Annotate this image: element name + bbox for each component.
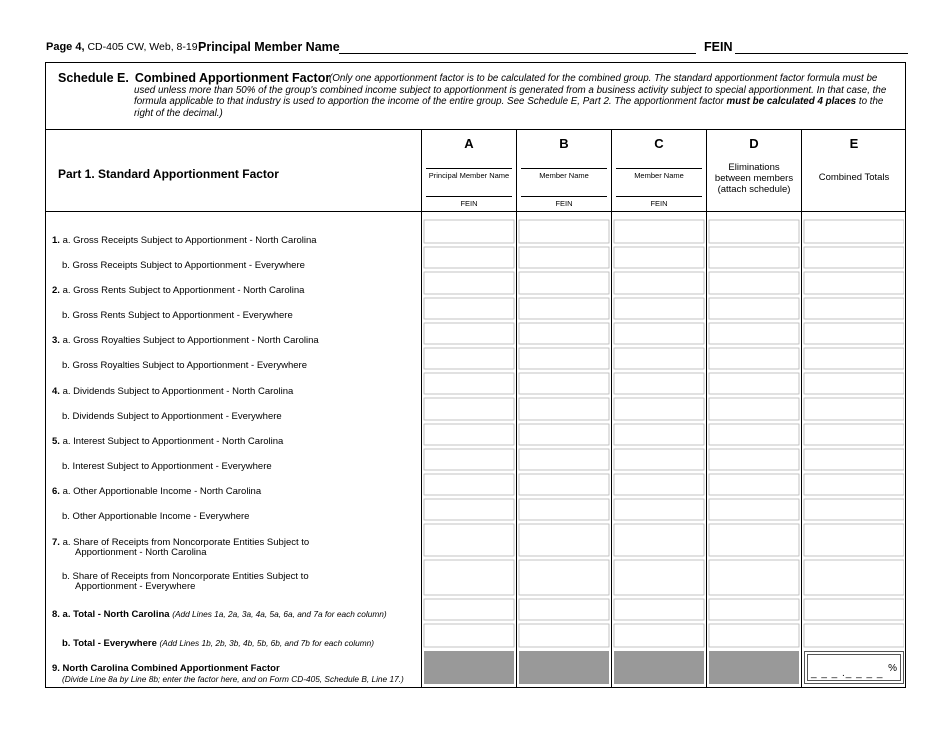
amount-input-cell[interactable]	[614, 560, 704, 595]
amount-input-cell[interactable]	[519, 298, 609, 319]
amount-input-cell[interactable]	[709, 220, 799, 243]
percent-sign: %	[888, 663, 897, 674]
amount-input-cell[interactable]	[424, 247, 514, 268]
amount-input-cell[interactable]	[804, 499, 904, 520]
amount-input-cell[interactable]	[804, 298, 904, 319]
column-a-header: A Principal Member Name FEIN	[422, 130, 516, 211]
amount-input-cell[interactable]	[424, 499, 514, 520]
factor-placeholder: _ _ _ ._ _ _ _	[811, 668, 884, 679]
schedule-e-form: Schedule E. Combined Apportionment Factor (Only one apportionment factor is to be calculated for the combined group. The standard apportionment factor formula must be used unless more than 50% of the group's combined income subject to apportionment is generated from a business activity subject to special apportionment. In that case, the formula applicable to that industry is used to apportion the income of the entire group. See Schedule E, Part 2. The apportionment factor must be calculated 4 places to the right of the decimal.) Part 1. Standard Apportionment Factor A Principal Member Name FEIN B Member Name FEIN C Member Name FEIN D Eliminations between members (attach schedule) E Combined Totals 1. a. Gross Receipts Subject to Apportionment - North Carolina b. Gross Receipts Subject to Apportionment - Everywhere 2. a. Gross Rents Subject to Apportionment - North Carolina b. Gross Rents Subject to Apportionment - Everywhere 3. a. Gross Royalties Subject to Apportionment - North Carolina b. Gross Royalties Subject to Apportionment - Everywhere 4. a. Dividends Subject to Apportionment - North Carolina b. Dividends Subject to Apportionment - Everywhere 5. a. Interest Subject to Apportionment - North Carolina b. Interest Subject to Apportionment - Everywhere 6. a. Other Apportionable Income - North Carolina b. Other Apportionable Income - Everywhere 7. a. Share of Receipts from Noncorporate Entities Subject to Apportionment - North Carolina b. Share of Receipts from Noncorporate Entities Subject to Apportionment - Everywhere 8. a. Total - North Carolina (Add Lines 1a, 2a, 3a, 4a, 5a, 6a, and 7a for each column) b. Total - Everywhere (Add Lines 1b, 2b, 3b, 4b, 5b, 6b, and 7b for each column) 9. North Carolina Combined Apportionment Factor (Divide Line 8a by Line 8b; enter the factor here, and on Form CD-405, Schedule B, Line 17.) _ _ _ ._ _ _ _ %	[45, 62, 906, 688]
amount-input-cell[interactable]	[804, 424, 904, 445]
schedule-intro: (Only one apportionment factor is to be calculated for the combined group. The standard apportionment factor formula must be used unless more than 50% of the group's combined income subject to apportionment is generated from a business activity subject to special apportionment. In that case, the formula applicable to that industry is used to apportion the income of the entire group. See Schedule E, Part 2. The apportionment factor must be calculated 4 places to the right of the decimal.)	[134, 73, 887, 119]
amount-input-cell[interactable]	[519, 560, 609, 595]
amount-input-cell[interactable]	[709, 524, 799, 556]
fein-field[interactable]	[735, 53, 908, 54]
amount-input-cell[interactable]	[709, 499, 799, 520]
amount-input-cell[interactable]	[424, 323, 514, 344]
column-e-header: E Combined Totals	[818, 136, 890, 183]
amount-input-cell[interactable]	[519, 424, 609, 445]
amount-input-cell[interactable]	[519, 499, 609, 520]
amount-input-cell[interactable]	[709, 298, 799, 319]
amount-input-cell[interactable]	[519, 624, 609, 647]
principal-member-name-field[interactable]	[339, 53, 696, 54]
part1-title: Part 1. Standard Apportionment Factor	[58, 167, 279, 181]
column-c-header: C Member Name FEIN	[612, 130, 706, 211]
amount-input-cell[interactable]	[804, 449, 904, 470]
amount-input-cell[interactable]	[709, 474, 799, 495]
amount-input-cell[interactable]	[614, 449, 704, 470]
amount-input-cell[interactable]	[709, 624, 799, 647]
amount-input-cell[interactable]	[804, 560, 904, 595]
amount-input-cell[interactable]	[709, 424, 799, 445]
amount-input-cell[interactable]	[614, 624, 704, 647]
amount-input-cell[interactable]	[804, 373, 904, 394]
amount-input-cell[interactable]	[519, 599, 609, 620]
amount-input-cell[interactable]	[519, 398, 609, 420]
amount-input-cell[interactable]	[614, 398, 704, 420]
amount-input-cell[interactable]	[424, 560, 514, 595]
amount-input-cell[interactable]	[424, 298, 514, 319]
amount-input-cell[interactable]	[709, 272, 799, 294]
amount-input-cell[interactable]	[519, 474, 609, 495]
amount-input-cell[interactable]	[614, 474, 704, 495]
amount-input-cell[interactable]	[424, 424, 514, 445]
amount-input-cell[interactable]	[804, 272, 904, 294]
amount-input-cell[interactable]	[424, 524, 514, 556]
amount-input-cell[interactable]	[709, 449, 799, 470]
amount-input-cell[interactable]	[709, 247, 799, 268]
amount-input-cell[interactable]	[804, 398, 904, 420]
amount-input-cell[interactable]	[519, 348, 609, 369]
amount-input-cell[interactable]	[709, 323, 799, 344]
amount-input-cell[interactable]	[804, 474, 904, 495]
amount-input-cell[interactable]	[614, 373, 704, 394]
entry-cell-grid	[46, 63, 904, 687]
amount-input-cell[interactable]	[804, 348, 904, 369]
amount-input-cell[interactable]	[709, 560, 799, 595]
amount-input-cell[interactable]	[614, 524, 704, 556]
amount-input-cell[interactable]	[614, 247, 704, 268]
amount-input-cell[interactable]	[424, 449, 514, 470]
column-d-header: D Eliminations between members (attach schedule)	[714, 136, 794, 195]
amount-input-cell[interactable]	[804, 599, 904, 620]
amount-input-cell[interactable]	[709, 398, 799, 420]
amount-input-cell[interactable]	[519, 449, 609, 470]
amount-input-cell[interactable]	[709, 348, 799, 369]
fein-label: FEIN	[704, 40, 733, 54]
amount-input-cell[interactable]	[424, 220, 514, 243]
amount-input-cell[interactable]	[424, 348, 514, 369]
amount-input-cell[interactable]	[424, 474, 514, 495]
page-header	[46, 38, 908, 56]
amount-input-cell[interactable]	[614, 220, 704, 243]
amount-input-cell[interactable]	[519, 323, 609, 344]
principal-member-label: Principal Member Name	[198, 40, 340, 54]
amount-input-cell[interactable]	[519, 247, 609, 268]
amount-input-cell[interactable]	[519, 220, 609, 243]
amount-input-cell[interactable]	[804, 524, 904, 556]
amount-input-cell[interactable]	[424, 272, 514, 294]
amount-input-cell[interactable]	[614, 323, 704, 344]
amount-input-cell[interactable]	[614, 599, 704, 620]
amount-input-cell[interactable]	[424, 599, 514, 620]
amount-input-cell[interactable]	[424, 373, 514, 394]
amount-input-cell[interactable]	[614, 499, 704, 520]
amount-input-cell[interactable]	[424, 398, 514, 420]
amount-input-cell[interactable]	[614, 272, 704, 294]
page-id: Page 4, CD-405 CW, Web, 8-19	[46, 41, 198, 53]
amount-input-cell[interactable]	[614, 424, 704, 445]
amount-input-cell[interactable]	[804, 624, 904, 647]
amount-input-cell[interactable]	[519, 373, 609, 394]
amount-input-cell[interactable]	[519, 524, 609, 556]
column-b-header: B Member Name FEIN	[517, 130, 611, 211]
amount-input-cell[interactable]	[804, 247, 904, 268]
amount-input-cell[interactable]	[709, 373, 799, 394]
amount-input-cell[interactable]	[804, 220, 904, 243]
schedule-title: Schedule E. Combined Apportionment Factor	[58, 71, 331, 85]
amount-input-cell[interactable]	[804, 323, 904, 344]
amount-input-cell[interactable]	[614, 298, 704, 319]
amount-input-cell[interactable]	[424, 624, 514, 647]
amount-input-cell[interactable]	[709, 599, 799, 620]
amount-input-cell[interactable]	[614, 348, 704, 369]
amount-input-cell[interactable]	[519, 272, 609, 294]
